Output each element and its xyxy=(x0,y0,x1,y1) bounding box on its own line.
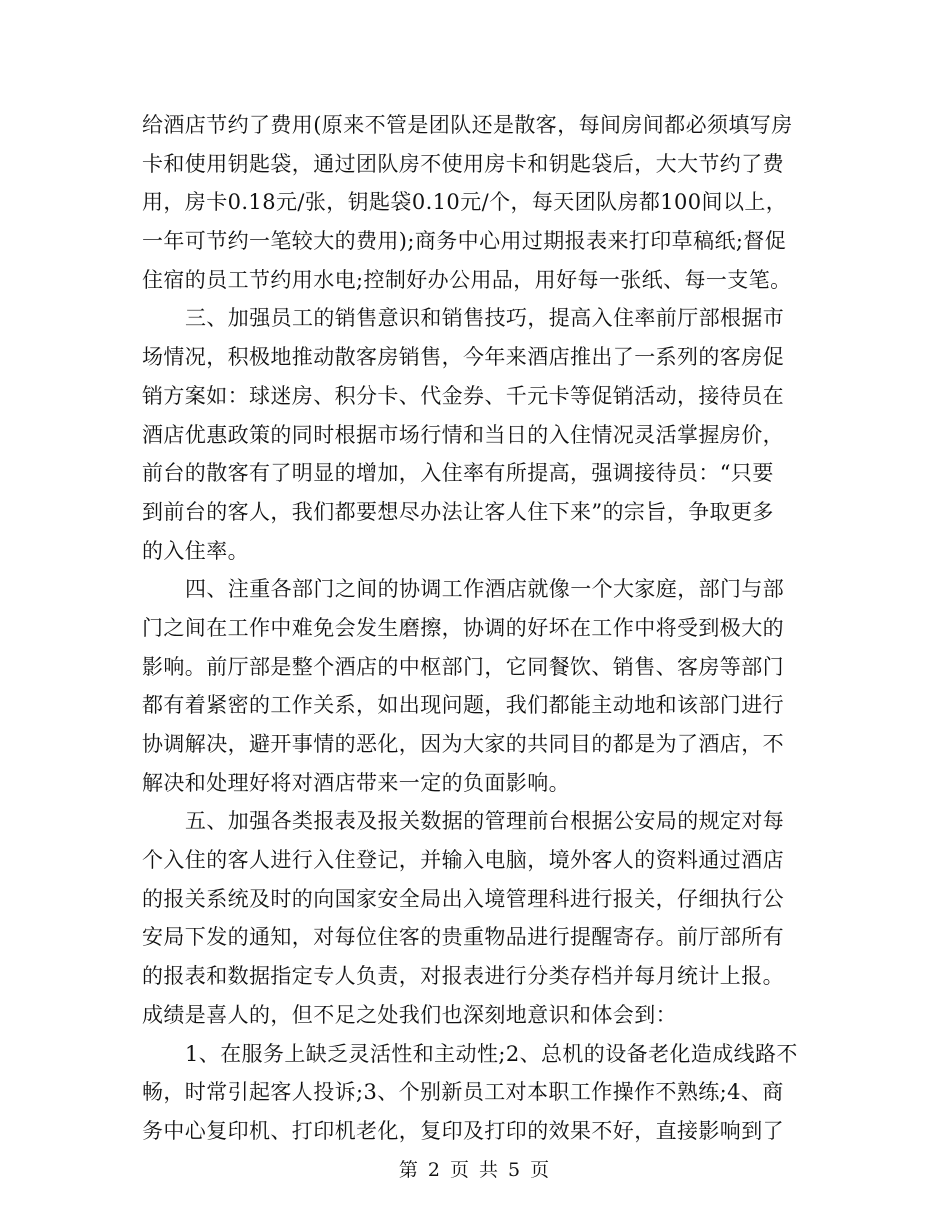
text-line: 影响。前厅部是整个酒店的中枢部门，它同餐饮、销售、客房等部门 xyxy=(142,654,784,679)
text-line: 酒店优惠政策的同时根据市场行情和当日的入住情况灵活掌握房价， xyxy=(142,422,784,447)
text-line: 安局下发的通知，对每位住客的贵重物品进行提醒寄存。前厅部所有 xyxy=(142,925,784,950)
text-line: 畅，时常引起客人投诉;3、个别新员工对本职工作操作不熟练;4、商 xyxy=(142,1080,784,1105)
text-line: 卡和使用钥匙袋，通过团队房不使用房卡和钥匙袋后，大大节约了费 xyxy=(142,151,784,176)
text-line: 务中心复印机、打印机老化，复印及打印的效果不好，直接影响到了 xyxy=(142,1118,784,1143)
text-line: 场情况，积极地推动散客房销售，今年来酒店推出了一系列的客房促 xyxy=(142,345,784,370)
text-line: 门之间在工作中难免会发生磨擦，协调的好坏在工作中将受到极大的 xyxy=(142,615,784,640)
text-line: 的入住率。 xyxy=(142,538,249,563)
text-line: 住宿的员工节约用水电;控制好办公用品，用好每一张纸、每一支笔。 xyxy=(142,267,792,292)
section-5-heading-line: 五、加强各类报表及报关数据的管理前台根据公安局的规定对每 xyxy=(185,809,785,834)
text-line: 的报表和数据指定专人负责，对报表进行分类存档并每月统计上报。 xyxy=(142,964,784,989)
text-line: 前台的散客有了明显的增加，入住率有所提高，强调接待员：“只要 xyxy=(142,461,774,486)
section-4-heading-line: 四、注重各部门之间的协调工作酒店就像一个大家庭，部门与部 xyxy=(185,577,785,602)
text-line: 给酒店节约了费用(原来不管是团队还是散客，每间房间都必须填写房 xyxy=(142,113,793,137)
text-line: 销方案如：球迷房、积分卡、代金券、千元卡等促销活动，接待员在 xyxy=(142,383,784,408)
text-line: 解决和处理好将对酒店带来一定的负面影响。 xyxy=(142,770,570,795)
text-line: 到前台的客人，我们都要想尽办法让客人住下来”的宗旨，争取更多 xyxy=(142,499,774,524)
text-line: 一年可节约一笔较大的费用);商务中心用过期报表来打印草稿纸;督促 xyxy=(142,229,787,254)
text-line: 个入住的客人进行入住登记，并输入电脑，境外客人的资料通过酒店 xyxy=(142,848,784,873)
section-3-heading-line: 三、加强员工的销售意识和销售技巧，提高入住率前厅部根据市 xyxy=(185,306,785,331)
shortcomings-list-line: 1、在服务上缺乏灵活性和主动性;2、总机的设备老化造成线路不 xyxy=(185,1041,798,1066)
body-text xyxy=(142,106,802,1151)
text-line: 的报关系统及时的向国家安全局出入境管理科进行报关，仔细执行公 xyxy=(142,886,784,911)
text-line: 成绩是喜人的，但不足之处我们也深刻地意识和体会到： xyxy=(142,1002,677,1027)
page-footer: 第 2 页 共 5 页 xyxy=(398,1159,552,1181)
text-line: 协调解决，避开事情的恶化，因为大家的共同目的都是为了酒店，不 xyxy=(142,732,784,756)
text-line: 都有着紧密的工作关系，如出现问题，我们都能主动地和该部门进行 xyxy=(142,693,784,718)
text-line: 用，房卡0.18元/张，钥匙袋0.10元/个，每天团队房都100间以上， xyxy=(142,190,788,215)
